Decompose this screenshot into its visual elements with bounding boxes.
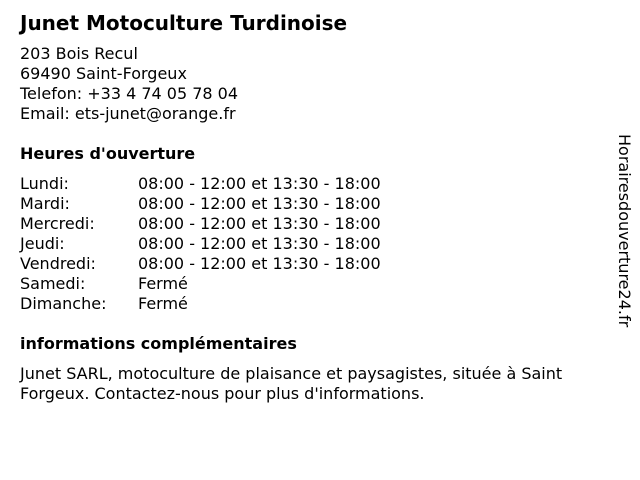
postal-city: 69490 Saint-Forgeux xyxy=(20,64,187,83)
hours-row-friday xyxy=(20,254,610,274)
hours-time: 08:00 - 12:00 et 13:30 - 18:00 xyxy=(138,214,381,233)
email-line: Email: ets-junet@orange.fr xyxy=(20,104,236,123)
watermark-text: Horairesdouverture24.fr xyxy=(615,134,634,328)
phone-line: Telefon: +33 4 74 05 78 04 xyxy=(20,84,239,103)
hours-row-monday xyxy=(20,174,610,194)
street-address: 203 Bois Recul xyxy=(20,44,138,63)
hours-day: Vendredi: xyxy=(20,254,96,273)
hours-table xyxy=(20,174,610,314)
address-block xyxy=(20,44,610,124)
hours-time: Fermé xyxy=(138,274,188,293)
hours-row-sunday xyxy=(20,294,610,314)
hours-row-thursday xyxy=(20,234,610,254)
hours-day: Mardi: xyxy=(20,194,70,213)
hours-day: Samedi: xyxy=(20,274,86,293)
hours-time: 08:00 - 12:00 et 13:30 - 18:00 xyxy=(138,194,381,213)
business-card xyxy=(20,10,610,404)
hours-day: Dimanche: xyxy=(20,294,107,313)
hours-day: Mercredi: xyxy=(20,214,95,233)
hours-day: Lundi: xyxy=(20,174,69,193)
hours-time: 08:00 - 12:00 et 13:30 - 18:00 xyxy=(138,174,381,193)
hours-row-saturday xyxy=(20,274,610,294)
hours-time: 08:00 - 12:00 et 13:30 - 18:00 xyxy=(138,234,381,253)
hours-heading: Heures d'ouverture xyxy=(20,144,196,163)
hours-day: Jeudi: xyxy=(20,234,65,253)
hours-row-wednesday xyxy=(20,214,610,234)
business-name: Junet Motoculture Turdinoise xyxy=(20,11,348,35)
hours-time: 08:00 - 12:00 et 13:30 - 18:00 xyxy=(138,254,381,273)
info-heading: informations complémentaires xyxy=(20,334,297,353)
info-text: Junet SARL, motoculture de plaisance et paysagistes, située à Saint Forgeux. Contactez-nous pour plus d'informations. xyxy=(20,364,563,403)
hours-row-tuesday xyxy=(20,194,610,214)
hours-time: Fermé xyxy=(138,294,188,313)
